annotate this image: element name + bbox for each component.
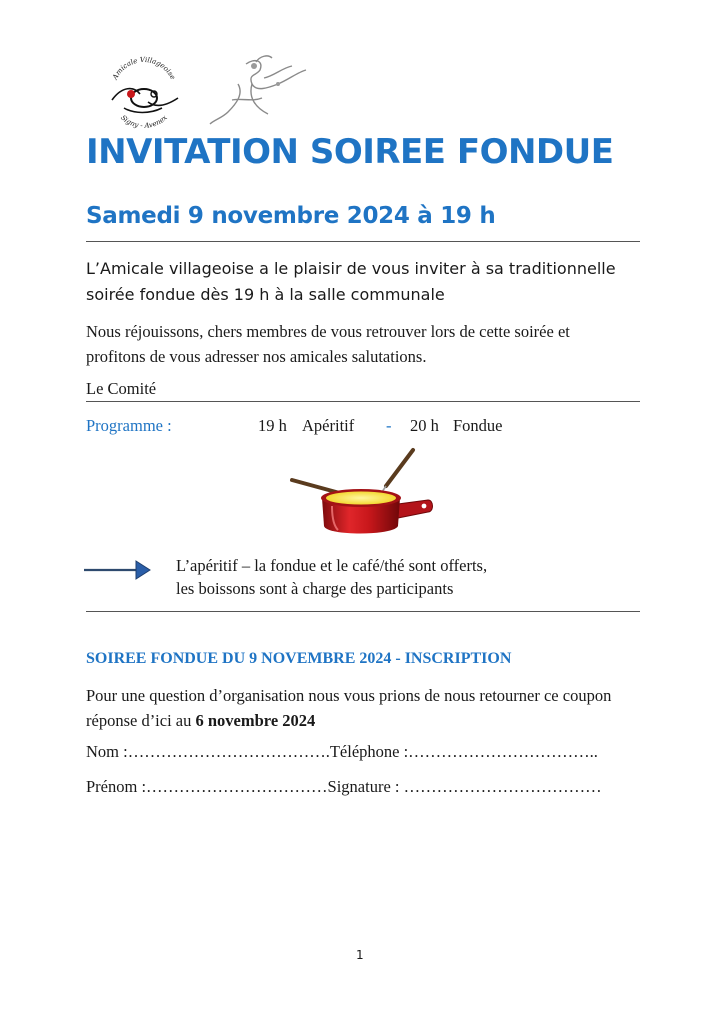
svg-text:Signy - Avenex [119, 114, 169, 130]
intro-line-2: soirée fondue dès 19 h à la salle communale [86, 285, 445, 304]
firstname-signature-field[interactable]: Prénom :……………………………Signature : ……………………………… [86, 777, 602, 796]
divider-middle [86, 401, 640, 402]
registration-line-2 [86, 708, 656, 733]
intro-line-1: L’Amicale villageoise a le plaisir de vous inviter à sa traditionnelle [86, 259, 616, 278]
message-paragraph [86, 319, 646, 369]
offer-line-1: L’apéritif – la fondue et le café/thé sont offerts, [176, 556, 488, 575]
registration-heading: SOIREE FONDUE DU 9 NOVEMBRE 2024 - INSCRIPTION [86, 650, 512, 667]
signoff: Le Comité [86, 379, 157, 398]
arrow-right-icon [84, 559, 152, 581]
programme-separator: - [386, 416, 392, 435]
divider-top [86, 241, 640, 242]
intro-paragraph [86, 256, 646, 308]
divider-bottom [86, 611, 640, 612]
programme-item1-time: 19 h [258, 416, 287, 435]
programme-item2-time: 20 h [410, 416, 439, 435]
offer-text [176, 554, 487, 600]
programme-item2-name: Fondue [453, 416, 503, 435]
svg-text:Amicale Villageoise [111, 56, 177, 82]
programme-item1-name: Apéritif [302, 416, 355, 435]
message-line-2: profitons de vous adresser nos amicales salutations. [86, 347, 427, 366]
programme-label: Programme : [86, 416, 172, 435]
registration-deadline: 6 novembre 2024 [195, 711, 316, 730]
club-name-top: Amicale Villageoise [111, 56, 177, 81]
registration-line-1: Pour une question d’organisation nous vous prions de nous retourner ce coupon [86, 686, 612, 705]
message-line-1: Nous réjouissons, chers membres de vous retrouver lors de cette soirée et [86, 322, 570, 341]
offer-line-2: les boissons sont à charge des participants [176, 579, 454, 598]
club-logo [104, 56, 184, 134]
club-name-bottom: Signy - Avenex [119, 113, 169, 130]
page-title: INVITATION SOIREE FONDUE [86, 132, 614, 172]
fondue-pot-illustration [288, 446, 438, 538]
event-date: Samedi 9 novembre 2024 à 19 h [86, 203, 496, 229]
name-phone-field[interactable]: Nom :……………………………….Téléphone :…………………………….. [86, 742, 598, 761]
dancer-logo [208, 54, 310, 126]
registration-line-2-prefix: réponse d’ici au [86, 711, 196, 730]
page-number: 1 [356, 948, 364, 962]
registration-text [86, 683, 656, 733]
